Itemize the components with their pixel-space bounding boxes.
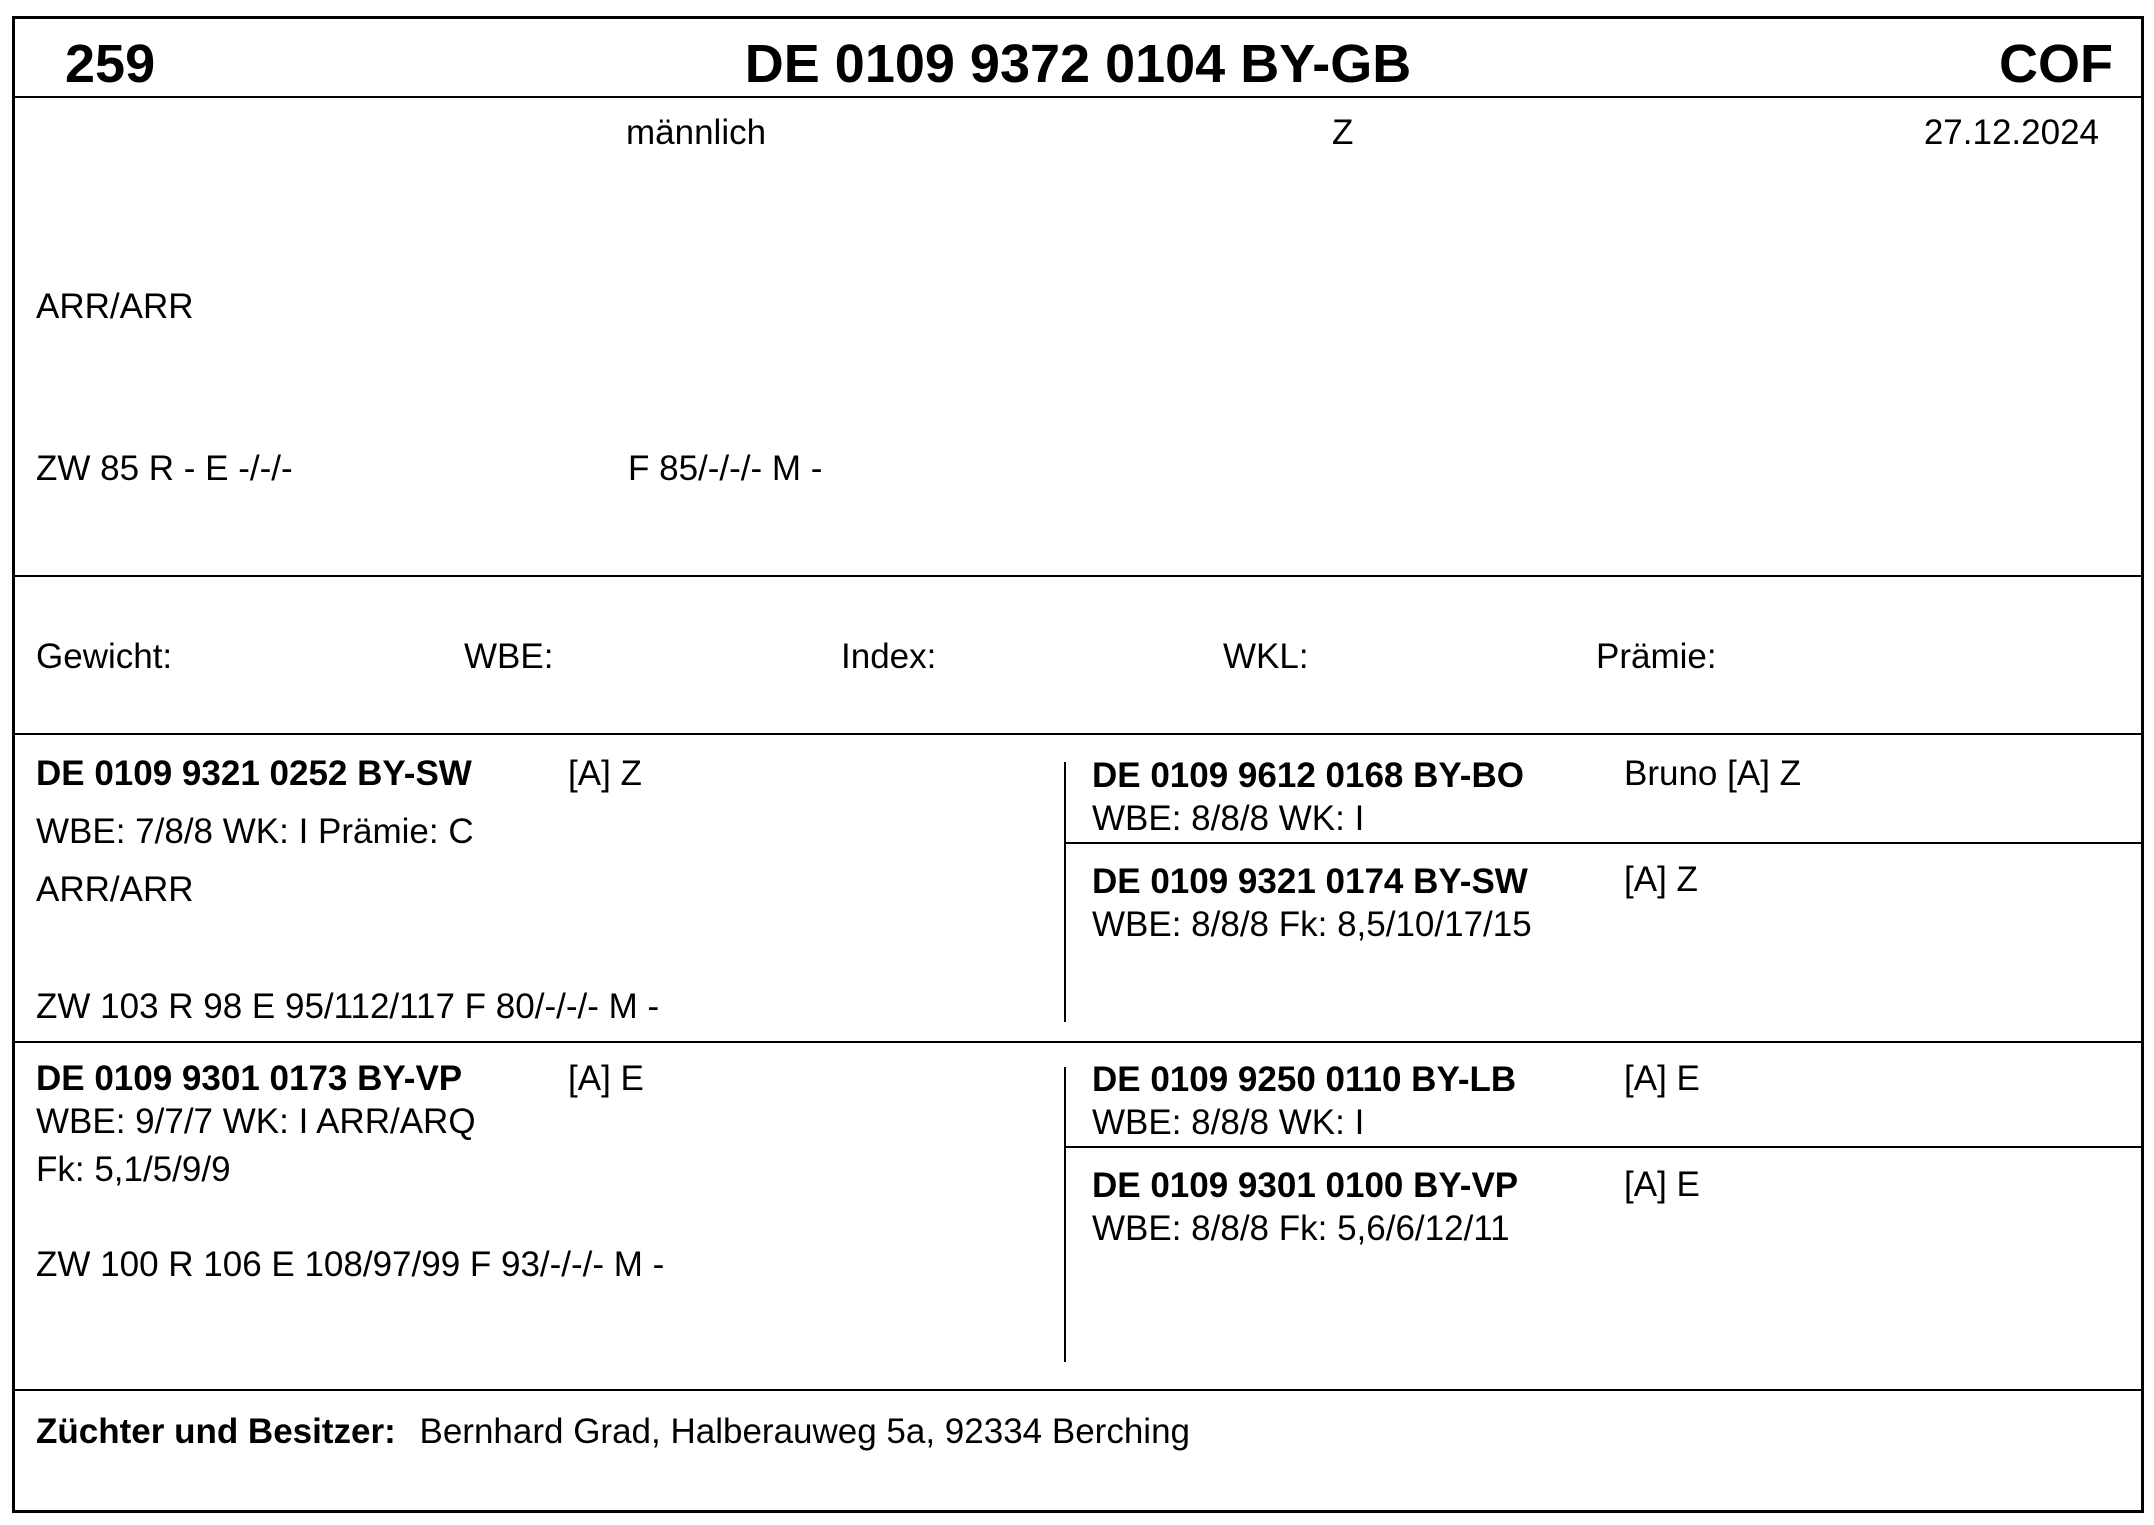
breeding-value: ZW 85 R - E -/-/-: [36, 449, 293, 488]
birth-date: 27.12.2024: [1923, 113, 2099, 152]
breeder-label: Züchter und Besitzer:: [36, 1412, 396, 1451]
grandsire-id: DE 0109 9612 0168 BY-BO: [1092, 756, 1524, 795]
breeder-owner: [36, 1414, 1190, 1449]
wbe-label: WBE:: [464, 637, 554, 676]
dam-granddam-tag: [A] E: [1624, 1165, 1700, 1204]
divider: [15, 1389, 2141, 1391]
sex: männlich: [626, 113, 767, 152]
breeder-value: Bernhard Grad, Halberauweg 5a, 92334 Berching: [419, 1412, 1190, 1451]
index-label: Index:: [841, 637, 937, 676]
divider: [15, 1041, 2141, 1043]
dam-breeding-value: ZW 100 R 106 E 108/97/99 F 93/-/-/- M -: [36, 1245, 665, 1284]
granddam-tag: [A] Z: [1624, 860, 1698, 899]
divider: [15, 96, 2141, 98]
sire-tag: [A] Z: [568, 754, 642, 793]
granddam-wbe: WBE: 8/8/8 Fk: 8,5/10/17/15: [1092, 905, 1532, 944]
grandsire-tag: Bruno [A] Z: [1624, 754, 1802, 793]
column-divider: [1064, 1067, 1066, 1362]
sire-id: DE 0109 9321 0252 BY-SW: [36, 754, 472, 793]
fleece-value: F 85/-/-/- M -: [628, 449, 823, 488]
dam-id: DE 0109 9301 0173 BY-VP: [36, 1059, 463, 1098]
weight-label: Gewicht:: [36, 637, 173, 676]
pedigree-card: [12, 16, 2144, 1513]
dam-grandsire-id: DE 0109 9250 0110 BY-LB: [1092, 1060, 1517, 1099]
dam-fk: Fk: 5,1/5/9/9: [36, 1150, 231, 1189]
herdbook-flag: Z: [1332, 113, 1354, 152]
grandsire-wbe: WBE: 8/8/8 WK: I: [1092, 799, 1365, 838]
animal-id: DE 0109 9372 0104 BY-GB: [744, 34, 1412, 94]
wkl-label: WKL:: [1223, 637, 1309, 676]
dam-wbe: WBE: 9/7/7 WK: I ARR/ARQ: [36, 1102, 476, 1141]
granddam-id: DE 0109 9321 0174 BY-SW: [1092, 862, 1528, 901]
divider: [15, 575, 2141, 577]
divider: [1064, 1146, 2141, 1148]
dam-granddam-wbe: WBE: 8/8/8 Fk: 5,6/6/12/11: [1092, 1209, 1510, 1248]
catalog-number: 259: [65, 34, 156, 94]
dam-grandsire-wbe: WBE: 8/8/8 WK: I: [1092, 1103, 1365, 1142]
sire-breeding-value: ZW 103 R 98 E 95/112/117 F 80/-/-/- M -: [36, 987, 660, 1026]
divider: [15, 733, 2141, 735]
sire-genotype: ARR/ARR: [36, 870, 194, 909]
breed-code: COF: [1999, 34, 2113, 94]
sire-wbe: WBE: 7/8/8 WK: I Prämie: C: [36, 812, 474, 851]
dam-grandsire-tag: [A] E: [1624, 1059, 1700, 1098]
genotype: ARR/ARR: [36, 287, 194, 326]
praemie-label: Prämie:: [1596, 637, 1717, 676]
column-divider: [1064, 762, 1066, 1022]
dam-granddam-id: DE 0109 9301 0100 BY-VP: [1092, 1166, 1519, 1205]
dam-tag: [A] E: [568, 1059, 644, 1098]
divider: [1064, 842, 2141, 844]
